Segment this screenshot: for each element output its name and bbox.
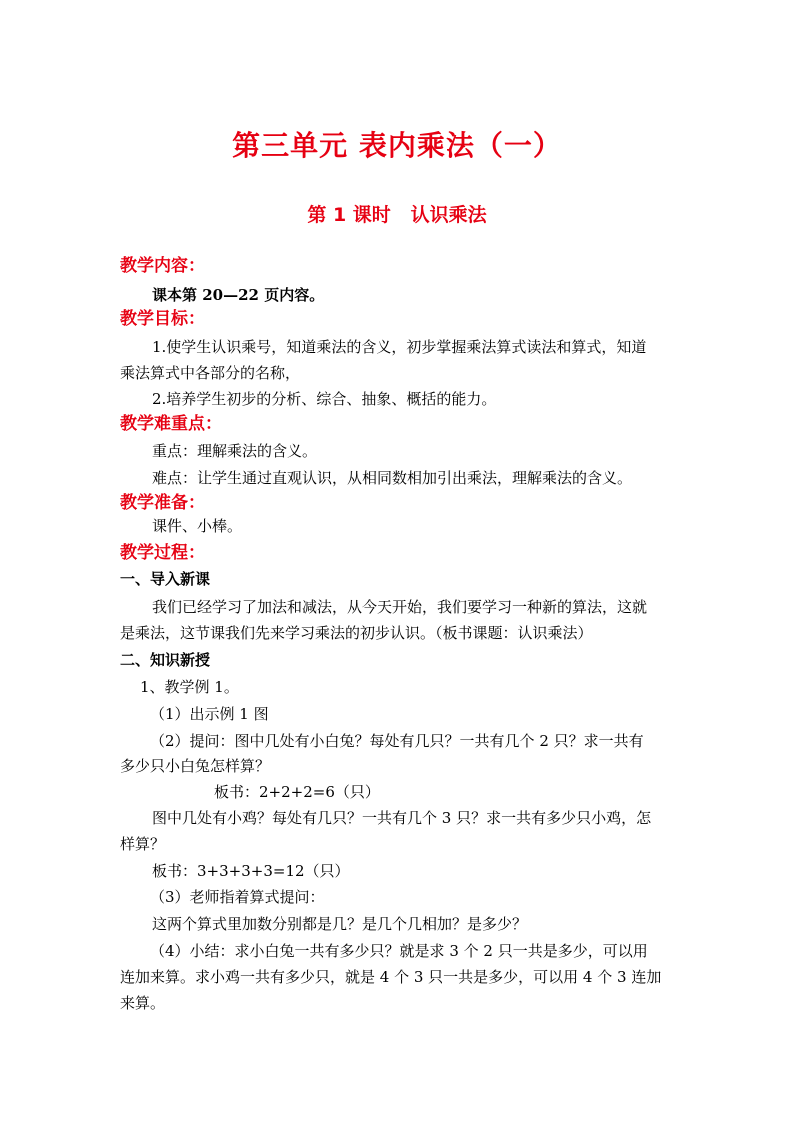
part2-heading: 二、知识新授 [120,651,211,669]
key-heading: 教学难重点： [120,414,222,434]
step2-line1: （2）提问：图中几处有小白兔？每处有几只？一共有几个 2 只？求一共有 [150,732,644,750]
goals-heading: 教学目标： [120,309,205,329]
step2-line2: 多少只小白兔怎样算？ [120,757,271,775]
board1: 板书：2+2+2=6（只） [214,783,380,801]
example-1: 1、教学例 1。 [140,678,239,696]
key-point: 重点：理解乘法的含义。 [152,442,318,460]
part1-heading: 一、导入新课 [120,570,211,588]
goal2: 2.培养学生初步的分析、综合、抽象、概括的能力。 [152,390,497,408]
step4-line3: 来算。 [120,994,166,1012]
unit-title: 第三单元 表内乘法（一） [232,129,562,162]
lesson-title: 第 1 课时 认识乘法 [307,204,487,226]
goal1-line2: 乘法算式中各部分的名称， [120,364,301,382]
prep-heading: 教学准备： [120,493,205,513]
step4-line1: （4）小结：求小白兔一共有多少只？就是求 3 个 2 只一共是多少，可以用 [150,942,648,960]
step1: （1）出示例 1 图 [150,705,269,723]
chick-line2: 样算？ [120,835,166,853]
board2: 板书：3+3+3+3=12（只） [152,862,350,880]
content-text: 课本第 20—22 页内容。 [152,286,325,304]
difficult-point: 难点：让学生通过直观认识，从相同数相加引出乘法，理解乘法的含义。 [152,469,633,487]
step3: （3）老师指着算式提问： [150,888,325,906]
prep-text: 课件、小棒。 [152,517,243,535]
chick-line1: 图中几处有小鸡？每处有几只？一共有几个 3 只？求一共有多少只小鸡，怎 [152,809,652,827]
part1-line2: 是乘法，这节课我们先来学习乘法的初步认识。（板书课题：认识乘法） [120,624,593,642]
step4-line2: 连加来算。求小鸡一共有多少只，就是 4 个 3 只一共是多少，可以用 4 个 3 连加 [120,968,662,986]
process-heading: 教学过程： [120,543,205,563]
part1-line1: 我们已经学习了加法和减法，从今天开始，我们要学习一种新的算法，这就 [152,598,648,616]
step3-question: 这两个算式里加数分别都是几？是几个几相加？是多少？ [152,915,528,933]
content-heading: 教学内容： [120,256,205,276]
goal1-line1: 1.使学生认识乘号，知道乘法的含义，初步掌握乘法算式读法和算式，知道 [152,338,647,356]
